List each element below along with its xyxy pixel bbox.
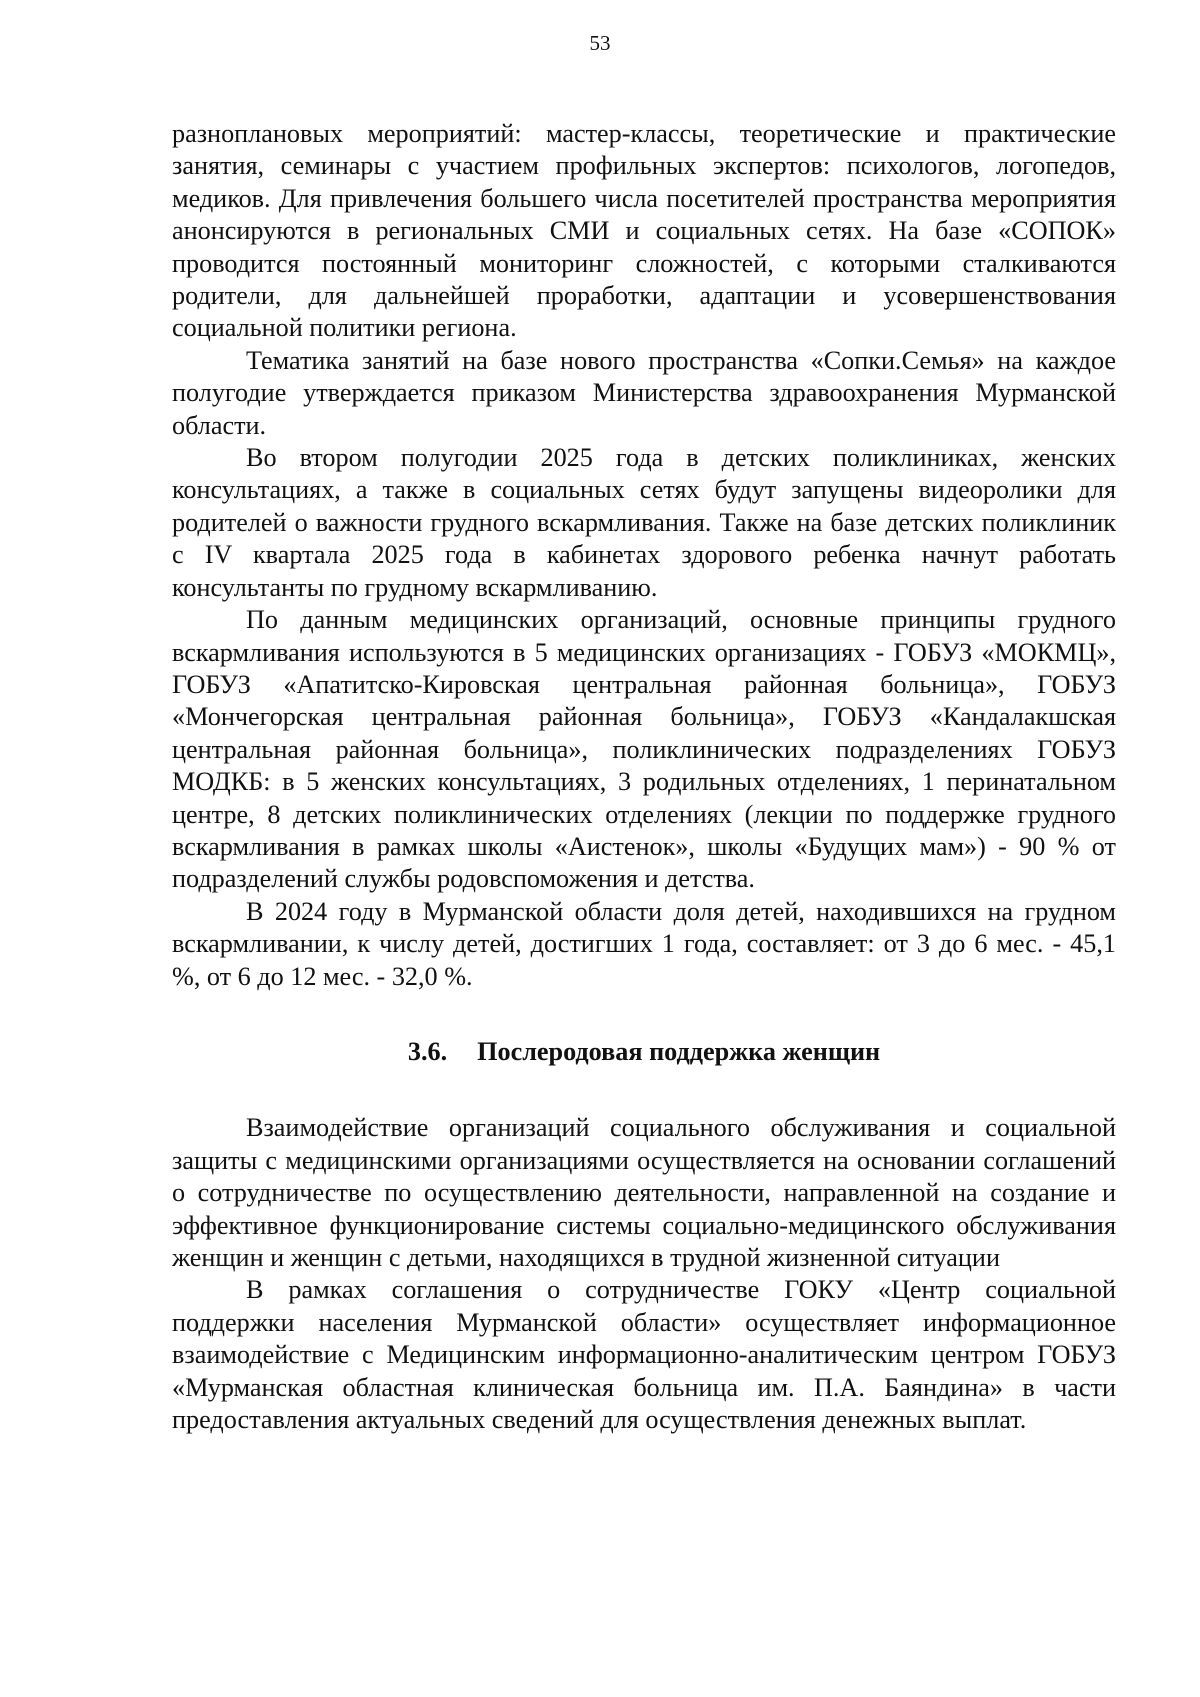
section-heading (172, 1036, 1116, 1068)
paragraph: разноплановых мероприятий: мастер-классы, теоретические и практические занятия, семинары с участием профильных экспертов: психологов, логопедов, медиков. Для привлечения большего числа посетителей пространства мероприятия анонсируются в региональных СМИ и социальных сетях. На базе «СОПОК» проводится постоянный мониторинг сложностей, с которыми сталкиваются родители, для дальнейшей проработки, адаптации и усовершенствования социальной политики региона. (172, 119, 1116, 343)
section-title: Послеродовая поддержка женщин (477, 1036, 881, 1066)
paragraph: Тематика занятий на базе нового пространства «Сопки.Семья» на каждое полугодие утверждается приказом Министерства здравоохранения Мурманской области. (172, 345, 1116, 440)
paragraph: В 2024 году в Мурманской области доля детей, находившихся на грудном вскармливании, к числу детей, достигших 1 года, составляет: от 3 до 6 мес. - 45,1 %, от 6 до 12 мес. - 32,0 %. (172, 896, 1116, 991)
paragraph: По данным медицинских организаций, основные принципы грудного вскармливания используются в 5 медицинских организациях - ГОБУЗ «МОКМЦ», ГОБУЗ «Апатитско-Кировская центральная районная больница», ГОБУЗ «Мончегорская центральная районная больница», ГОБУЗ «Кандалакшская центральная районная больница», поликлинических подразделениях ГОБУЗ МОДКБ: в 5 женских консультациях, 3 родильных отделениях, 1 перинатальном центре, 8 детских поликлинических отделениях (лекции по поддержке грудного вскармливания в рамках школы «Аистенок», школы «Будущих мам») - 90 % от подразделений службы родовспоможения и детства. (172, 605, 1116, 894)
paragraph: Взаимодействие организаций социального обслуживания и социальной защиты с медицинскими организациями осуществляется на основании соглашений о сотрудничестве по осуществлению деятельности, направленной на создание и эффективное функционирование системы социально-медицинского обслуживания женщин и женщин с детьми, находящихся в трудной жизненной ситуации (172, 1113, 1116, 1272)
document-body (172, 118, 1116, 1436)
paragraph: В рамках соглашения о сотрудничестве ГОКУ «Центр социальной поддержки населения Мурманской области» осуществляет информационное взаимодействие с Медицинским информационно-аналитическим центром ГОБУЗ «Мурманская областная клиническая больница им. П.А. Баяндина» в части предоставления актуальных сведений для осуществления денежных выплат. (172, 1275, 1116, 1435)
section-number: 3.6. (407, 1036, 448, 1066)
page-number: 53 (589, 31, 611, 55)
paragraph: Во втором полугодии 2025 года в детских поликлиниках, женских консультациях, а также в социальных сетях будут запущены видеоролики для родителей о важности грудного вскармливания. Также на базе детских поликлиник с IV квартала 2025 года в кабинетах здорового ребенка начнут работать консультанты по грудному вскармливанию. (172, 443, 1116, 602)
